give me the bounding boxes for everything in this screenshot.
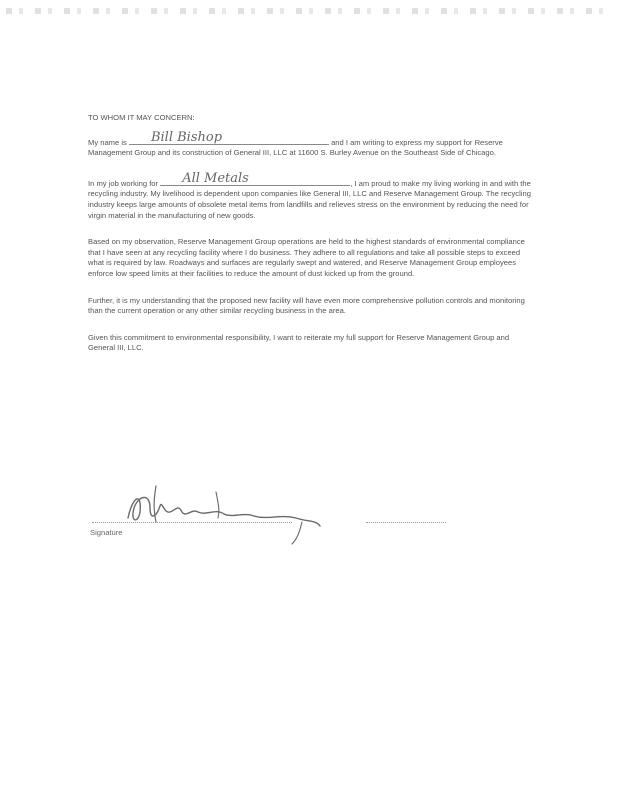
- name-blank: [129, 130, 329, 145]
- signature-line: [92, 522, 292, 523]
- employer-blank: [160, 171, 350, 187]
- observation-paragraph: Based on my observation, Reserve Management Group operations are held to the highest standards of environmental compliance that I have seen at any recycling facility where I do business. They adhere to all regulations and take all possible steps to exceed what is required by law. Roadways and surfaces are regularly swept and watered, and Reserve Management Group employees enforce low speed limits at their facilities to reduce the amount of dust kicked up from the ground.: [88, 237, 525, 278]
- date-line: [366, 522, 446, 523]
- intro-rest-text: and I am writing to express my support for Reserve Management Group and its construction of General III, LLC at 11600 S. Burley Avenue on the Southeast Side of Chicago.: [88, 137, 503, 158]
- letter-body: [88, 113, 536, 370]
- intro-paragraph: [88, 130, 536, 159]
- job-paragraph: [88, 171, 536, 221]
- salutation: TO WHOM IT MAY CONCERN:: [88, 113, 195, 122]
- fax-header-strip: [6, 8, 612, 14]
- job-lead-text: In my job working for: [88, 178, 159, 188]
- handwritten-employer: All Metals: [182, 171, 249, 187]
- handwritten-signature-icon: [120, 478, 340, 548]
- signature-label: Signature: [90, 528, 123, 537]
- handwritten-name: Bill Bishop: [150, 130, 223, 145]
- support-paragraph: Given this commitment to environmental responsibility, I want to reiterate my full support for Reserve Management Group and General III, LLC.: [88, 332, 510, 353]
- intro-lead-text: My name is: [88, 137, 127, 147]
- signature-block: [86, 478, 546, 548]
- facility-paragraph: Further, it is my understanding that the proposed new facility will have even more comprehensive pollution controls and monitoring than the current operation or any other similar recycling business in the area.: [88, 295, 525, 316]
- job-rest-text: , I am proud to make my living working in and with the recycling industry. My livelihood is dependent upon companies like General III, LLC and Reserve Management Group. The recycling industry keeps large amounts of obsolete metal items from landfills and relieves stress on the environment by reducing the need for virgin material in the manufacturing of new goods.: [88, 178, 531, 220]
